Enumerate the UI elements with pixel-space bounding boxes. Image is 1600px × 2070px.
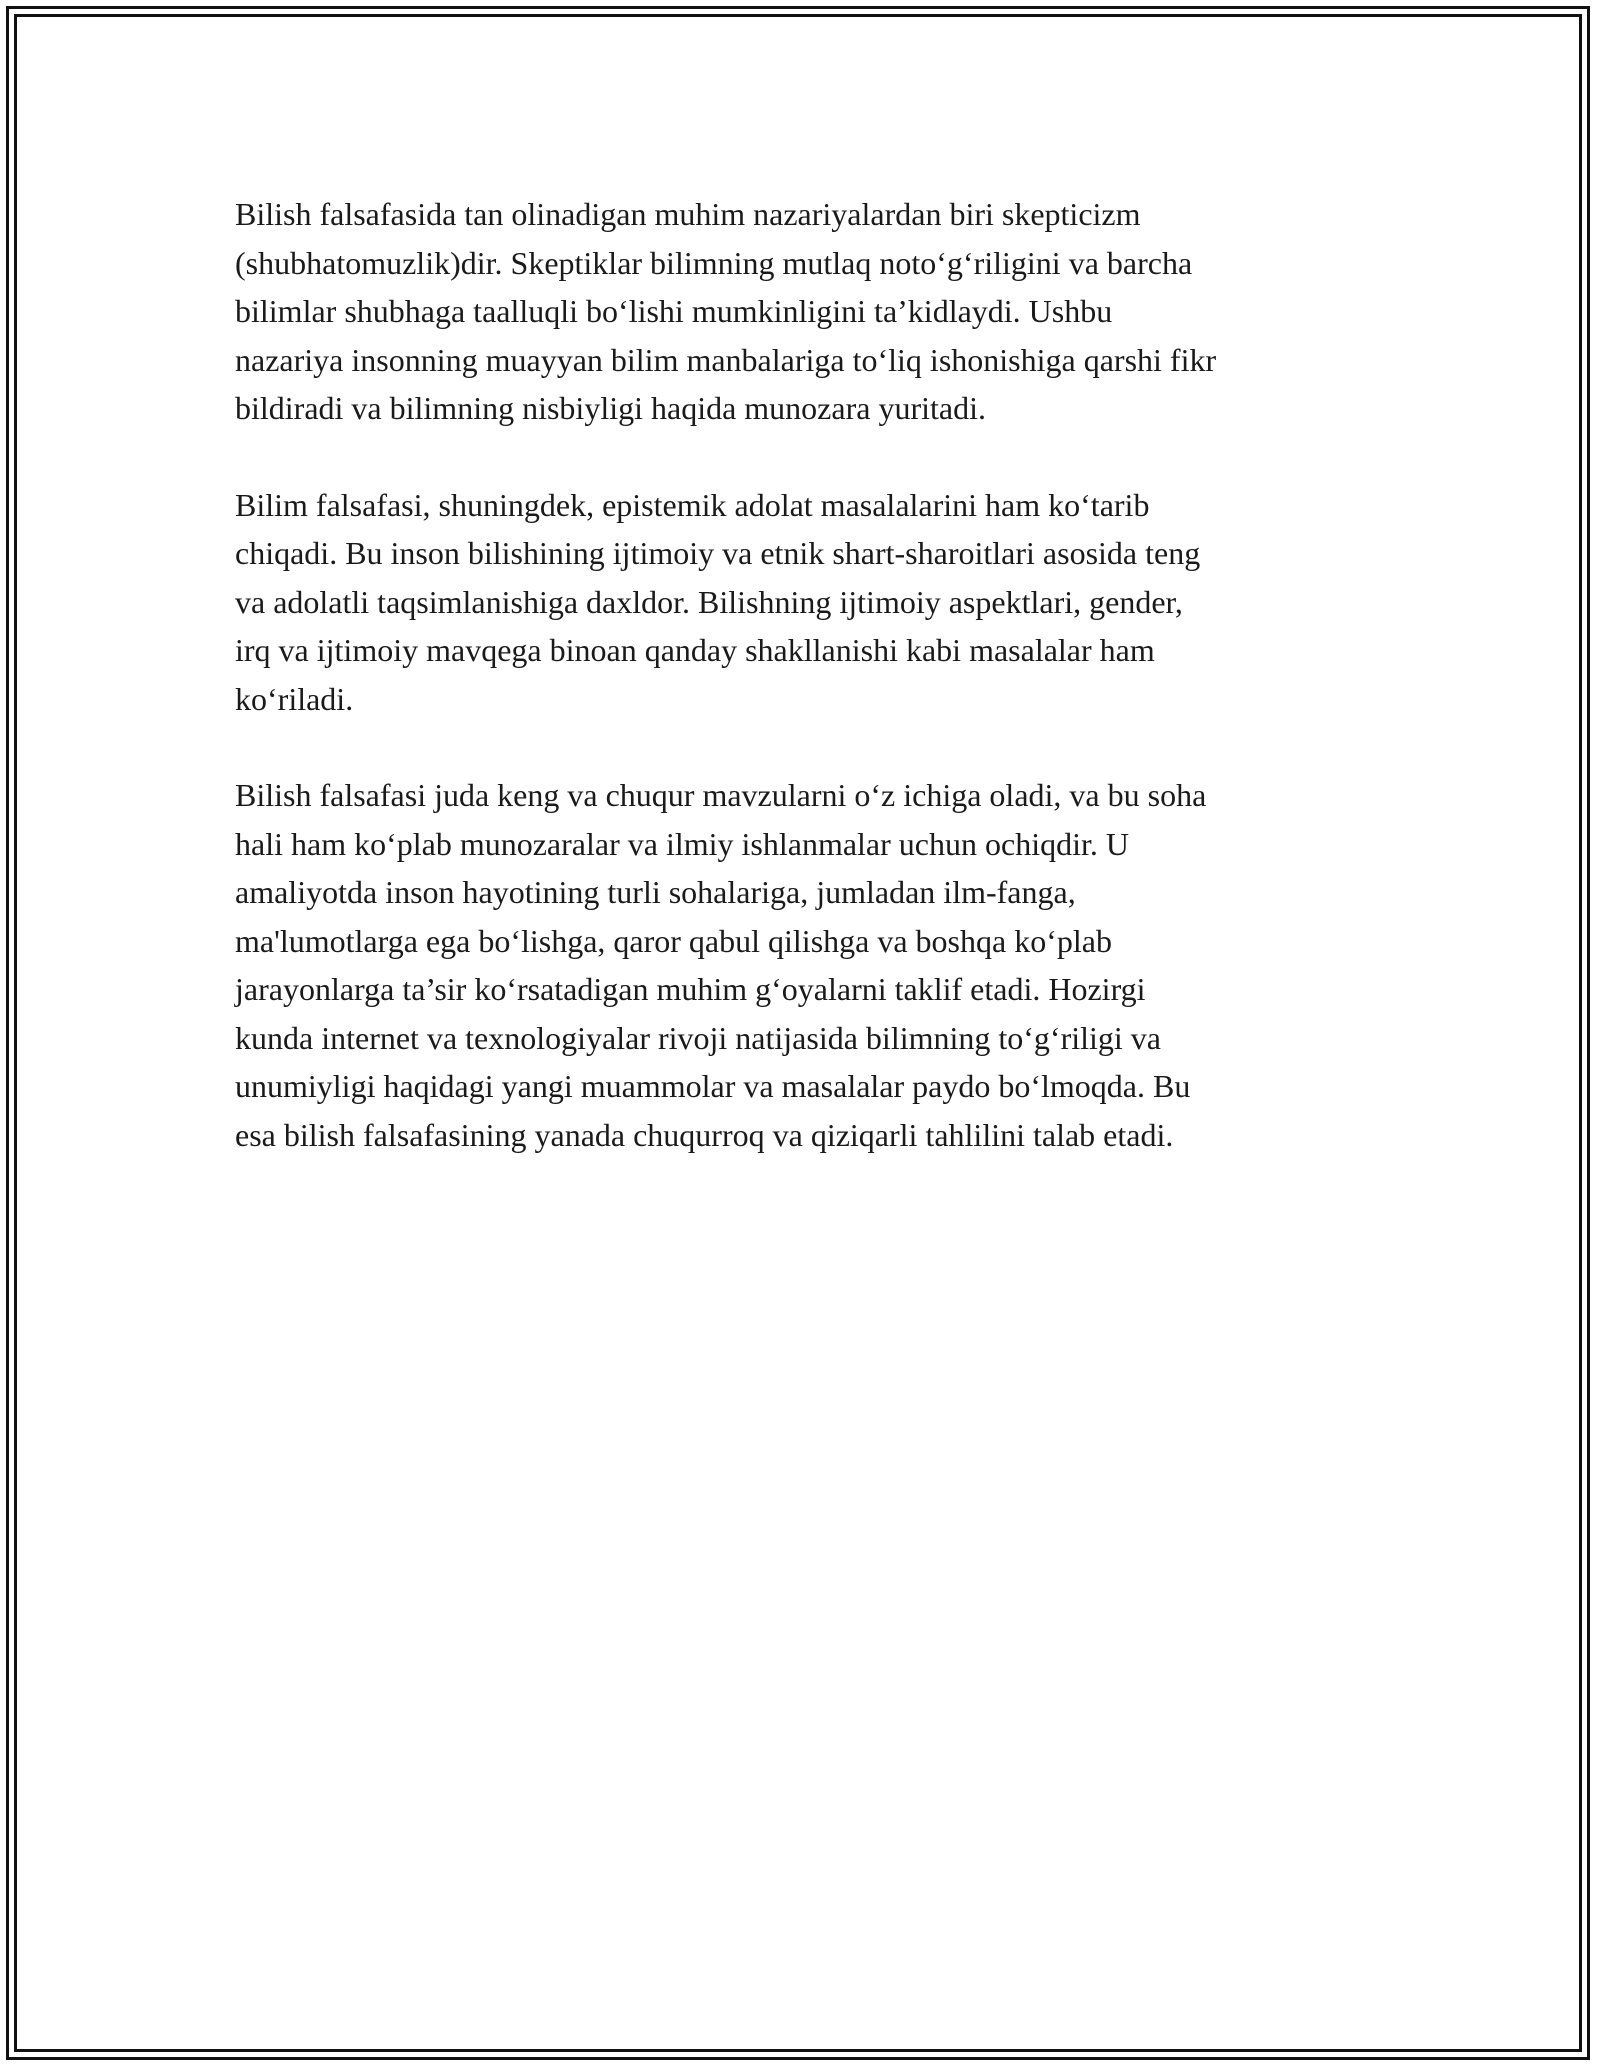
- paragraph-epistemic-justice: Bilim falsafasi, shuningdek, epistemik adolat masalalarini ham ko‘tarib chiqadi. Bu inson bilishining ijtimoiy va etnik shart-sharoitlari asosida teng va adolatli taqsimlanishiga daxldor. Bilishning ijtimoiy aspektlari, gender, irq va ijtimoiy mavqega binoan qanday shakllanishi kabi masalalar ham ko‘riladi.: [235, 486, 1201, 717]
- paragraph-skepticism: Bilish falsafasida tan olinadigan muhim nazariyalardan biri skepticizm (shubhatomuzlik)dir. Skeptiklar bilimning mutlaq noto‘g‘riligini va barcha bilimlar shubhaga taalluqli bo‘lishi mumkinligini ta’kidlaydi. Ushbu nazariya insonning muayyan bilim manbalariga to‘liq ishonishiga qarshi fikr bildiradi va bilimning nisbiyligi haqida munozara yuritadi.: [235, 196, 1217, 426]
- document-body: [235, 190, 1375, 1207]
- paragraph-scope: Bilish falsafasi juda keng va chuqur mavzularni o‘z ichiga oladi, va bu soha hali ham ko‘plab munozaralar va ilmiy ishlanmalar uchun ochiqdir. U amaliyotda inson hayotining turli sohalariga, jumladan ilm-fanga, ma'lumotlarga ega bo‘lishga, qaror qabul qilishga va boshqa ko‘plab jarayonlarga ta’sir ko‘rsatadigan muhim g‘oyalarni taklif etadi. Hozirgi kunda internet va texnologiyalar rivoji natijasida bilimning to‘g‘riligi va unumiyligi haqidagi yangi muammolar va masalalar paydo bo‘lmoqda. Bu esa bilish falsafasining yanada chuqurroq va qiziqarli tahlilini talab etadi.: [235, 777, 1207, 1153]
